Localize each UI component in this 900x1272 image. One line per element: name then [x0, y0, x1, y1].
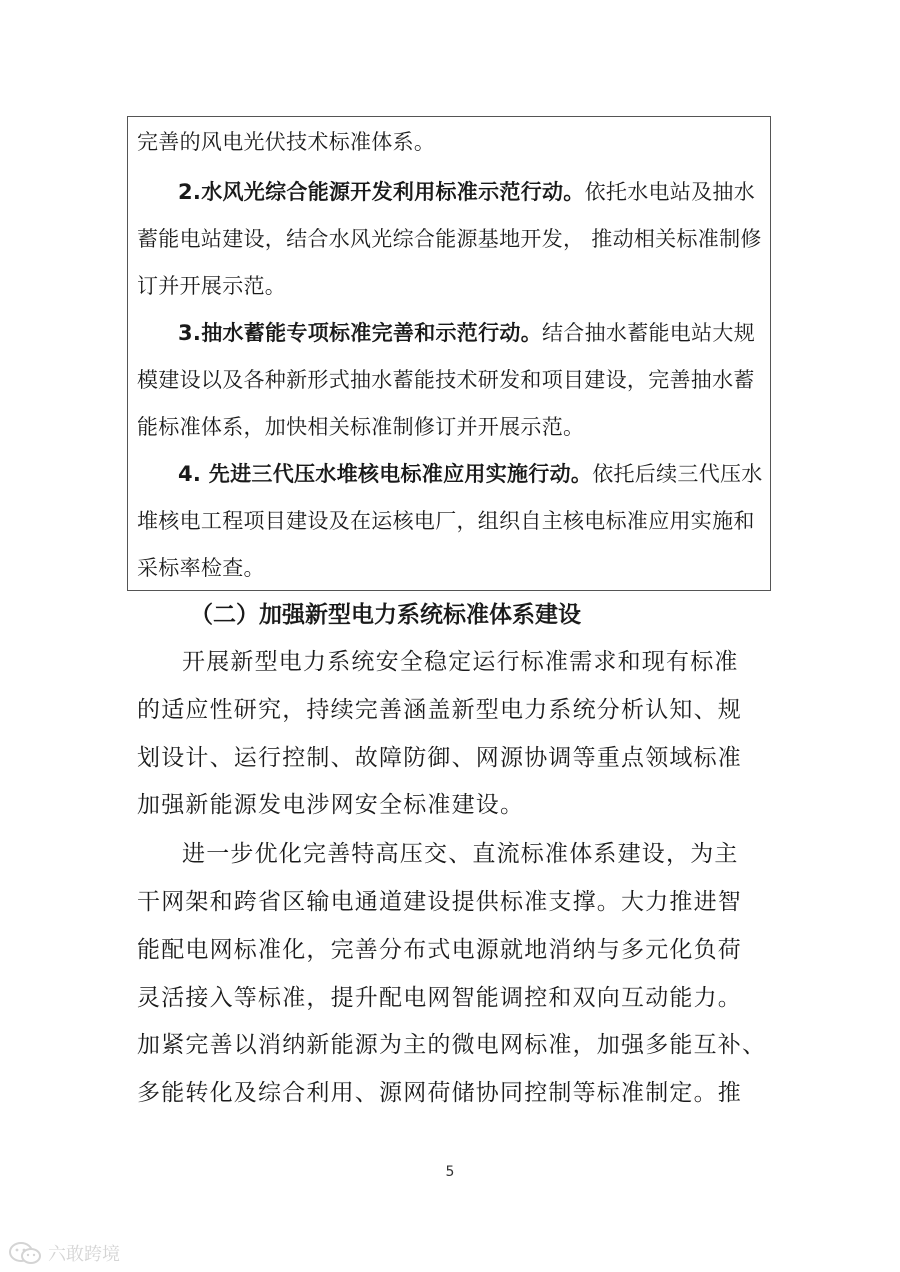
para1-line: 开展新型电力系统安全稳定运行标准需求和现有标准 — [182, 649, 739, 675]
box-item-2-title: 2.水风光综合能源开发利用标准示范行动。 — [178, 180, 585, 204]
box-item-4-line1 — [178, 459, 763, 489]
box-item-2-line1 — [178, 177, 755, 207]
para2-line: 多能转化及综合利用、源网荷储协同控制等标准制定。推 — [137, 1080, 742, 1106]
box-item-3-line3: 能标准体系，加快相关标准制修订并开展示范。 — [137, 415, 585, 439]
box-item-4-first: 依托后续三代压水 — [592, 462, 763, 486]
para2-line: 灵活接入等标准，提升配电网智能调控和双向互动能力。 — [137, 985, 742, 1011]
box-item-2-line2: 蓄能电站建设，结合水风光综合能源基地开发， 推动相关标准制修 — [137, 227, 762, 251]
box-item-4-title: 4. 先进三代压水堆核电标准应用实施行动。 — [178, 462, 593, 486]
page-number: 5 — [445, 1164, 455, 1180]
para1-line: 的适应性研究，持续完善涵盖新型电力系统分析认知、规 — [137, 697, 742, 723]
box-line-intro: 完善的风电光伏技术标准体系。 — [137, 130, 436, 154]
box-item-2-first: 依托水电站及抽水 — [584, 180, 755, 204]
para2-line: 干网架和跨省区输电通道建设提供标准支撑。大力推进智 — [137, 889, 742, 915]
watermark — [8, 1240, 120, 1266]
wechat-logo-icon — [8, 1241, 42, 1265]
box-item-3-title: 3.抽水蓄能专项标准完善和示范行动。 — [178, 321, 542, 345]
box-item-3-line2: 模建设以及各种新形式抽水蓄能技术研发和项目建设，完善抽水蓄 — [137, 368, 755, 392]
para2-line: 加紧完善以消纳新能源为主的微电网标准，加强多能互补、 — [137, 1032, 767, 1058]
para1-line: 加强新能源发电涉网安全标准建设。 — [137, 792, 525, 818]
box-item-4-line3: 采标率检查。 — [137, 556, 265, 580]
box-item-2-line3: 订并开展示范。 — [137, 274, 287, 298]
section-heading: （二）加强新型电力系统标准体系建设 — [190, 602, 581, 628]
box-item-3-first: 结合抽水蓄能电站大规 — [542, 321, 755, 345]
para1-line: 划设计、运行控制、故障防御、网源协调等重点领域标准 — [137, 745, 742, 771]
watermark-text: 六敢跨境 — [48, 1244, 120, 1265]
box-item-4-line2: 堆核电工程项目建设及在运核电厂，组织自主核电标准应用实施和 — [137, 509, 755, 533]
para2-line: 能配电网标准化，完善分布式电源就地消纳与多元化负荷 — [137, 937, 742, 963]
para2-line: 进一步优化完善特高压交、直流标准体系建设，为主 — [182, 841, 739, 867]
box-item-3-line1 — [178, 318, 755, 348]
